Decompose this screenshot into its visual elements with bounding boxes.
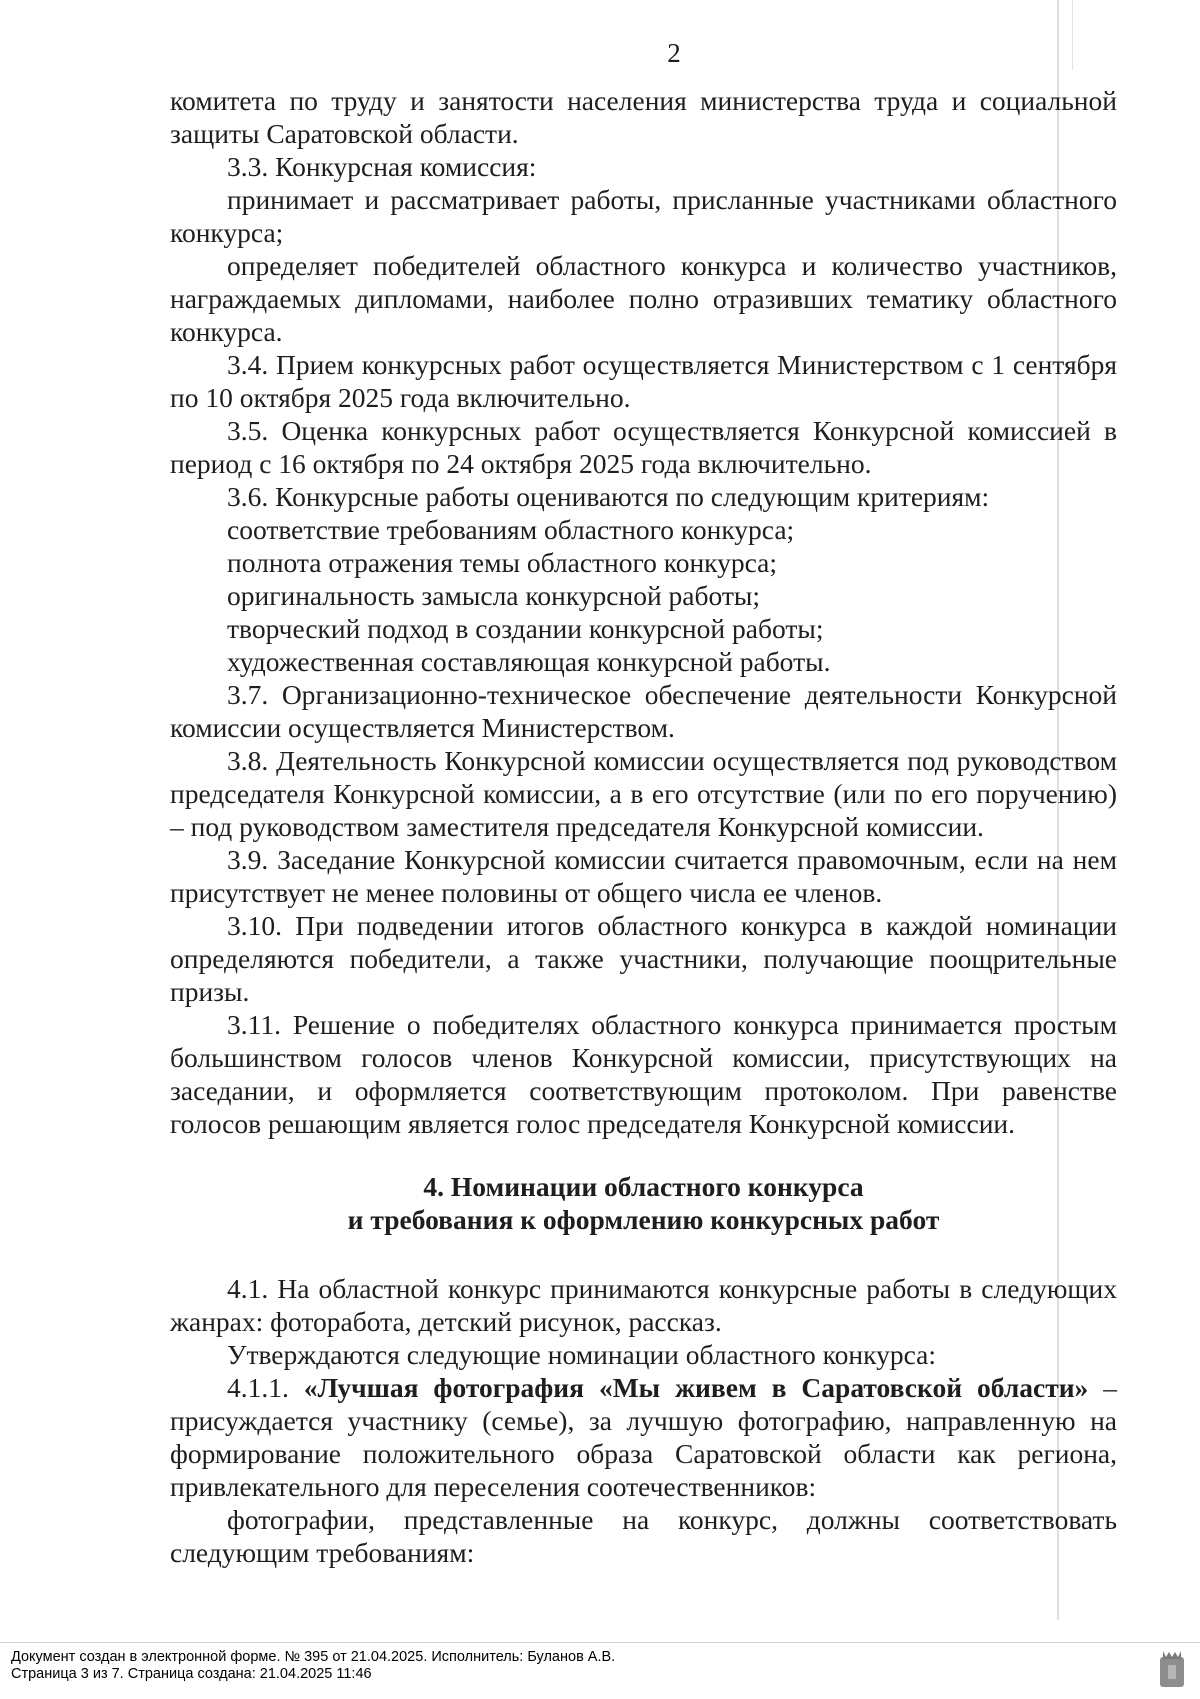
section-heading-line: 4. Номинации областного конкурса bbox=[423, 1171, 864, 1202]
paragraph: 3.8. Деятельность Конкурсной комиссии осуществляется под руководством председателя Конкурсной комиссии, а в его отсутствие (или по его поручению) – под руководством заместителя председателя Конкурсной комиссии. bbox=[170, 745, 1117, 842]
paragraph: принимает и рассматривает работы, присланные участниками областного конкурса; bbox=[170, 184, 1117, 248]
paragraph: 3.9. Заседание Конкурсной комиссии считается правомочным, если на нем присутствует не менее половины от общего числа ее членов. bbox=[170, 844, 1117, 908]
criteria-item: художественная составляющая конкурсной работы. bbox=[227, 646, 831, 677]
footer-document-info: Документ создан в электронной форме. № 395 от 21.04.2025. Исполнитель: Буланов А.В. bbox=[11, 1649, 616, 1665]
electronic-document-footer bbox=[0, 1642, 1200, 1699]
paragraph: фотографии, представленные на конкурс, должны соответствовать следующим требованиям: bbox=[170, 1504, 1117, 1568]
paragraph: Утверждаются следующие номинации областного конкурса: bbox=[227, 1339, 936, 1370]
nomination-paragraph bbox=[170, 1371, 1117, 1503]
paragraph: 3.7. Организационно-техническое обеспечение деятельности Конкурсной комиссии осуществляется Министерством. bbox=[170, 679, 1117, 743]
nomination-description: – присуждается участнику (семье), за лучшую фотографию, направленную на формирование положительного образа Саратовской области как региона, привлекательного для переселения соотечественников: bbox=[170, 1372, 1118, 1502]
paragraph: 3.4. Прием конкурсных работ осуществляется Министерством с 1 сентября по 10 октября 2025 года включительно. bbox=[170, 349, 1117, 413]
paragraph: 3.5. Оценка конкурсных работ осуществляется Конкурсной комиссией в период с 16 октября по 24 октября 2025 года включительно. bbox=[170, 415, 1117, 479]
paragraph: 3.3. Конкурсная комиссия: bbox=[227, 151, 537, 182]
footer-page-info: Страница 3 из 7. Страница создана: 21.04.2025 11:46 bbox=[11, 1666, 372, 1682]
section-heading bbox=[170, 1170, 1117, 1236]
nomination-title: «Лучшая фотография «Мы живем в Саратовской области» bbox=[303, 1372, 1089, 1403]
paragraph: комитета по труду и занятости населения министерства труда и социальной защиты Саратовской области. bbox=[170, 85, 1117, 149]
criteria-item: творческий подход в создании конкурсной работы; bbox=[227, 613, 824, 644]
coat-of-arms-icon bbox=[1159, 1647, 1185, 1691]
criteria-item: оригинальность замысла конкурсной работы; bbox=[227, 580, 761, 611]
document-body bbox=[170, 84, 1117, 1569]
paragraph: 4.1. На областной конкурс принимаются конкурсные работы в следующих жанрах: фоторабота, детский рисунок, рассказ. bbox=[170, 1273, 1117, 1337]
criteria-item: соответствие требованиям областного конкурса; bbox=[227, 514, 795, 545]
paragraph: 3.10. При подведении итогов областного конкурса в каждой номинации определяются победители, а также участники, получающие поощрительные призы. bbox=[170, 910, 1117, 1007]
criteria-item: полнота отражения темы областного конкурса; bbox=[227, 547, 778, 578]
section-heading-line: и требования к оформлению конкурсных работ bbox=[347, 1204, 940, 1235]
nomination-number: 4.1.1. bbox=[227, 1372, 289, 1403]
paragraph: определяет победителей областного конкурса и количество участников, награждаемых дипломами, наиболее полно отразивших тематику областного конкурса. bbox=[170, 250, 1117, 347]
page-number: 2 bbox=[667, 38, 681, 68]
paragraph: 3.11. Решение о победителях областного конкурса принимается простым большинством голосов членов Конкурсной комиссии, присутствующих на заседании, и оформляется соответствующим протоколом. При равенстве голосов решающим является голос председателя Конкурсной комиссии. bbox=[170, 1009, 1117, 1139]
paragraph: 3.6. Конкурсные работы оцениваются по следующим критериям: bbox=[227, 481, 990, 512]
